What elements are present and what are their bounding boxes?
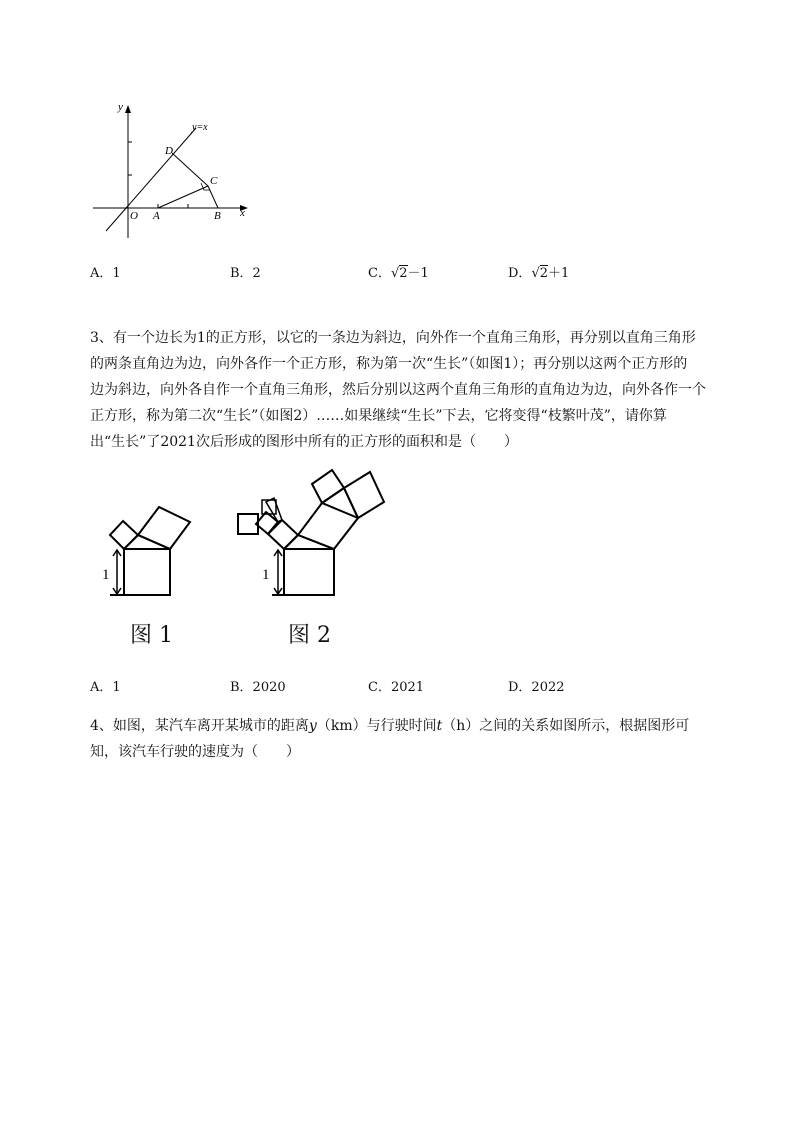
line-label: y=x: [192, 122, 208, 133]
point-d-label: D: [165, 145, 173, 157]
fig2-side-label: 1: [262, 567, 270, 583]
q4-line-1: [90, 713, 740, 739]
q2-option-d-prefix: D．: [508, 266, 532, 281]
q4-line-2: 知，该汽车行驶的速度为（ ）: [90, 744, 300, 760]
q2-option-c-prefix: C．: [368, 266, 391, 281]
q4-text-segment: 4、如图，某汽车离开某城市的距离: [90, 718, 309, 734]
figure-2-caption: 图 2: [288, 623, 331, 648]
point-o-label: O: [130, 210, 138, 222]
variable-y: y: [308, 718, 317, 734]
q3-option-a[interactable]: A．1: [90, 680, 121, 695]
q3-option-b[interactable]: B．2020: [230, 680, 286, 695]
q2-option-c[interactable]: [368, 262, 429, 281]
q2-option-d-radicand: 2: [539, 266, 549, 281]
q3-option-c[interactable]: C．2021: [368, 680, 425, 695]
q2-option-a[interactable]: A．1: [90, 266, 121, 281]
q3-line: 正方形，称为第二次“生长”（如图2）……如果继续“生长”下去，它将变得“枝繁叶茂”，请你算: [90, 408, 667, 424]
point-c-label: C: [210, 175, 218, 187]
y-axis-label: y: [118, 101, 123, 113]
q2-option-d[interactable]: [508, 262, 569, 281]
pythagoras-tree-figure-1: [92, 490, 202, 605]
x-axis-label: x: [240, 207, 245, 219]
q2-option-c-radicand: 2: [399, 266, 408, 281]
sqrt-sign-icon: √: [531, 266, 540, 281]
variable-t: t: [436, 718, 443, 734]
figure-1-caption: 图 1: [130, 623, 173, 648]
q3-line: 3、有一个边长为1的正方形，以它的一条边为斜边，向外作一个直角三角形，再分别以直角三角形: [90, 330, 696, 346]
q3-line: 边为斜边，向外各自作一个直角三角形，然后分别以这两个直角三角形的直角边为边，向外各作一个: [90, 382, 706, 398]
question-4-text: [90, 713, 740, 765]
q2-option-b[interactable]: B．2: [230, 266, 261, 281]
sqrt-sign-icon: √: [390, 266, 400, 281]
q2-option-d-suffix: ＋1: [548, 266, 570, 281]
q3-option-d[interactable]: D．2022: [508, 680, 565, 695]
fig1-side-label: 1: [102, 567, 110, 583]
q4-text-segment: （km）与行驶时间: [316, 718, 437, 734]
q4-text-segment: （h）之间的关系如图所示，根据图形可: [442, 718, 690, 734]
point-a-label: A: [153, 210, 160, 222]
question-3-text: [90, 325, 740, 455]
coordinate-figure: [88, 98, 258, 243]
point-b-label: B: [214, 210, 221, 222]
q3-line: 的两条直角边为边，向外各作一个正方形，称为第一次“生长”（如图1）；再分别以这两个正方形的: [90, 356, 688, 372]
pythagoras-tree-figure-2: [232, 460, 397, 605]
q2-option-c-suffix: －1: [407, 266, 429, 281]
q3-line: 出“生长”了2021次后形成的图形中所有的正方形的面积和是（ ）: [90, 434, 518, 450]
